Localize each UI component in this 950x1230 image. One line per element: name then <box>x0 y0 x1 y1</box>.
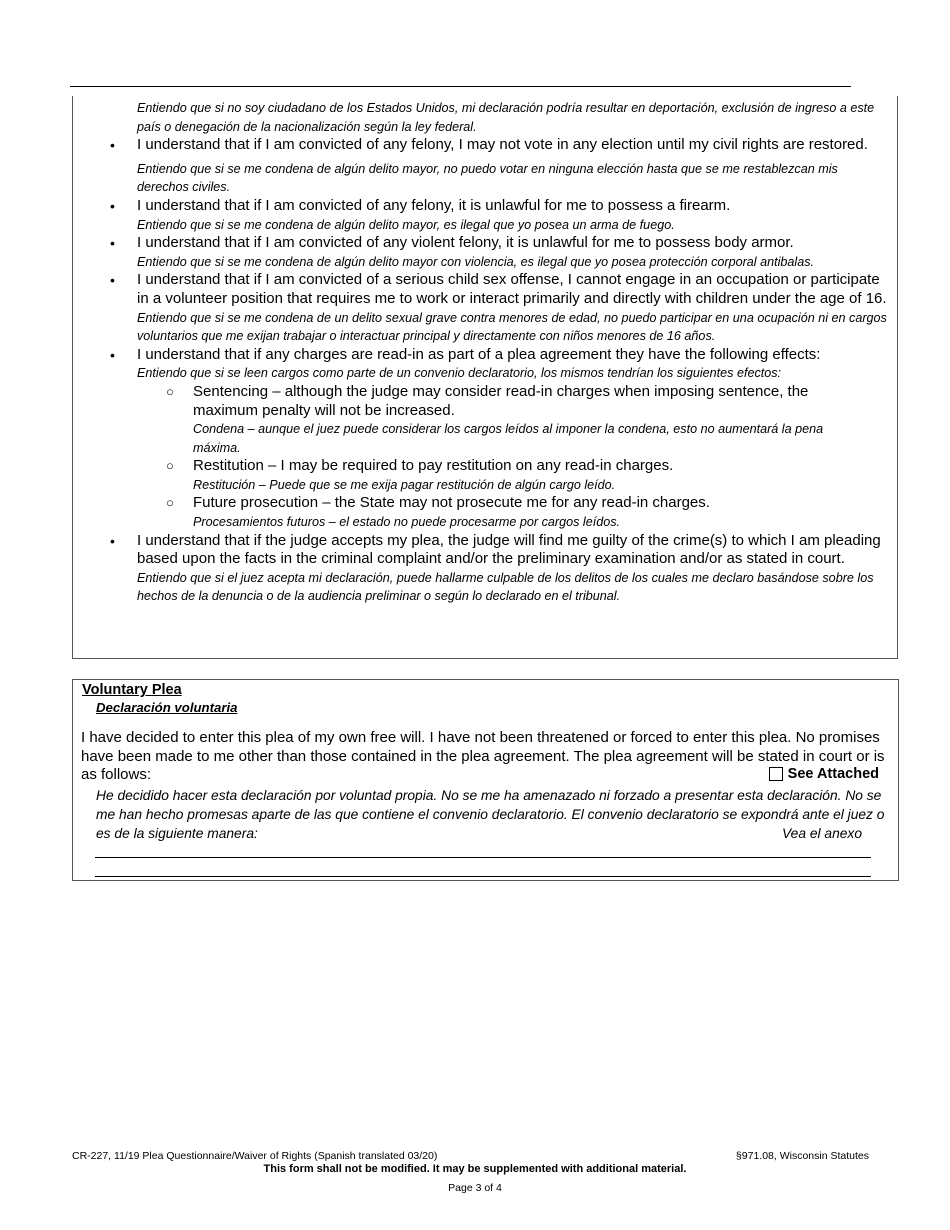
voting-rights-es: Entiendo que si se me condena de algún delito mayor, no puedo votar en ninguna elección hasta que se me restablezcan mis derechos civiles. <box>137 161 838 195</box>
child-offense-es: Entiendo que si se me condena de un delito sexual grave contra menores de edad, no puedo participar en una ocupación ni en cargos voluntarios que me exijan trabajar o interactuar principal y directamente con niños menores de 16 años. <box>137 310 887 344</box>
body-armor-en: I understand that if I am convicted of any violent felony, it is unlawful for me to possess body armor. <box>137 234 794 252</box>
sub-list-item <box>73 494 897 531</box>
section-subtitle: Declaración voluntaria <box>96 700 238 715</box>
see-attached-option[interactable] <box>769 766 879 782</box>
body-armor-es: Entiendo que si se me condena de algún delito mayor con violencia, es ilegal que yo posea protección corporal antibalas. <box>137 254 814 269</box>
bullet-icon: • <box>110 197 115 214</box>
see-attached-label-es: Vea el anexo <box>781 826 862 841</box>
bullet-icon: • <box>110 137 115 154</box>
read-in-es: Entiendo que si se leen cargos como parte de un convenio declaratorio, los mismos tendrían los siguientes efectos: <box>137 366 782 381</box>
future-prosecution-en: Future prosecution – the State may not prosecute me for any read-in charges. <box>193 494 710 512</box>
sentencing-en: Sentencing – although the judge may consider read-in charges when imposing sentence, the maximum penalty will not be increased. <box>193 382 809 419</box>
guilty-finding-es: Entiendo que si el juez acepta mi declaración, puede hallarme culpable de los delitos de los cuales me declaro basándose sobre los hechos de la denuncia o de la audiencia preliminar o según lo declarado en el tribunal. <box>137 570 874 604</box>
bullet-icon: • <box>110 346 115 363</box>
statute-reference: §971.08, Wisconsin Statutes <box>735 1150 869 1162</box>
voting-rights-en: I understand that if I am convicted of any felony, I may not vote in any election until my civil rights are restored. <box>137 136 868 154</box>
circle-bullet-icon: ○ <box>166 458 174 474</box>
read-in-en: I understand that if any charges are read-in as part of a plea agreement they have the following effects: <box>137 345 821 363</box>
voluntary-plea-text-en: I have decided to enter this plea of my own free will. I have not been threatened or forced to enter this plea. No promises have been made to me other than those contained in the plea agreement. The plea agreement will be stated in court or is as follows: <box>81 729 885 784</box>
plea-agreement-line-2[interactable] <box>95 876 871 877</box>
list-item <box>73 346 897 383</box>
firearm-en: I understand that if I am convicted of any felony, it is unlawful for me to possess a firearm. <box>137 196 731 214</box>
list-item <box>73 136 897 197</box>
bullet-icon: • <box>110 235 115 252</box>
form-identifier: CR-227, 11/19 Plea Questionnaire/Waiver of Rights (Spanish translated 03/20) <box>72 1150 438 1162</box>
rights-section <box>72 96 898 659</box>
list-item <box>73 271 897 345</box>
list-item <box>73 197 897 234</box>
guilty-finding-en: I understand that if the judge accepts my plea, the judge will find me guilty of the crime(s) to which I am pleading based upon the facts in the criminal complaint and/or the preliminary examination and/or as stated in court. <box>137 531 881 568</box>
circle-bullet-icon: ○ <box>166 383 174 399</box>
circle-bullet-icon: ○ <box>166 495 174 511</box>
sub-list-item <box>73 457 897 494</box>
deportation-notice-es: Entiendo que si no soy ciudadano de los Estados Unidos, mi declaración podría resultar en deportación, exclusión de ingreso a este país o denegación de la nacionalización según la ley federal. <box>137 101 875 134</box>
see-attached-checkbox[interactable] <box>769 767 783 781</box>
voluntary-plea-section <box>72 679 899 881</box>
voluntary-plea-text-es: He decidido hacer esta declaración por voluntad propia. No se me ha amenazado ni forzado a presentar esta declaración. No se me han hecho promesas aparte de las que contiene el convenio declaratorio. El convenio declaratorio se expondrá ante el juez o es de la siguiente manera: <box>96 788 885 841</box>
header-rule <box>70 86 851 87</box>
sub-list-item <box>73 383 897 457</box>
restitution-en: Restitution – I may be required to pay restitution on any read-in charges. <box>193 457 674 475</box>
list-item <box>73 234 897 271</box>
future-prosecution-es: Procesamientos futuros – el estado no puede procesarme por cargos leídos. <box>193 515 621 530</box>
bullet-icon: • <box>110 272 115 289</box>
child-offense-en: I understand that if I am convicted of a serious child sex offense, I cannot engage in an occupation or participate in a volunteer position that requires me to work or interact primarily and directly with children under the age of 16. <box>137 271 887 307</box>
see-attached-label: See Attached <box>787 766 879 782</box>
section-title: Voluntary Plea <box>82 682 182 698</box>
restitution-es: Restitución – Puede que se me exija pagar restitución de algún cargo leído. <box>193 477 616 492</box>
plea-agreement-line-1[interactable] <box>95 857 871 858</box>
list-item <box>73 532 897 606</box>
page-number: Page 3 of 4 <box>448 1182 502 1194</box>
firearm-es: Entiendo que si se me condena de algún delito mayor, es ilegal que yo posea un arma de fuego. <box>137 217 675 232</box>
bullet-icon: • <box>110 532 115 549</box>
sentencing-es: Condena – aunque el juez puede considerar los cargos leídos al imponer la condena, esto no aumentará la pena máxima. <box>193 422 824 455</box>
modification-notice: This form shall not be modified. It may be supplemented with additional material. <box>263 1163 687 1175</box>
